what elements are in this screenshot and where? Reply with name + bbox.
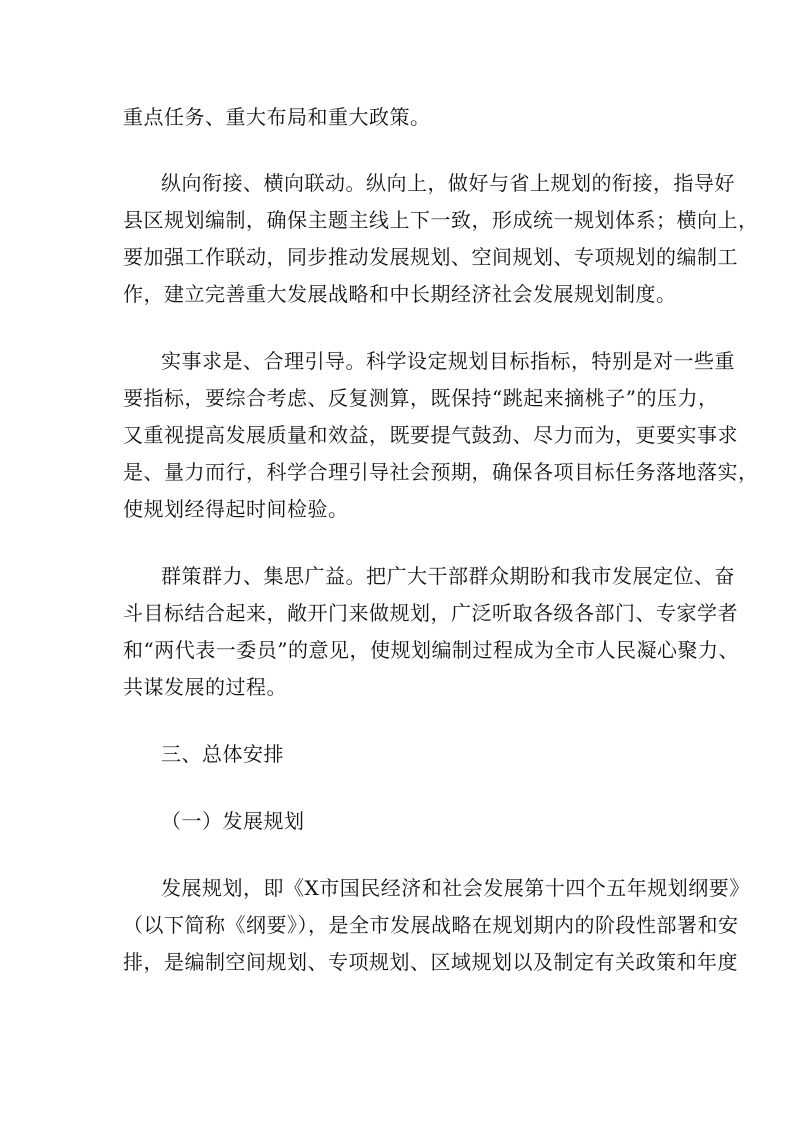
subsection-heading: （一）发展规划 <box>161 809 305 833</box>
paragraph-line: 实事求是、合理引导。科学设定规划目标指标，特别是对一些重 <box>161 349 735 373</box>
paragraph-line: 排，是编制空间规划、专项规划、区域规划以及制定有关政策和年度 <box>123 950 738 974</box>
paragraph-line: 发展规划，即《X市国民经济和社会发展第十四个五年规划纲要》 <box>161 876 750 900</box>
paragraph-line: 使规划经得起时间检验。 <box>123 497 349 521</box>
paragraph-line: 斗目标结合起来，敞开门来做规划，广泛听取各级各部门、专家学者 <box>123 601 738 625</box>
paragraph-line: 作，建立完善重大发展战略和中长期经济社会发展规划制度。 <box>123 282 677 306</box>
paragraph-line: 纵向衔接、横向联动。纵向上，做好与省上规划的衔接，指导好 <box>161 171 735 195</box>
paragraph-line: 是、量力而行，科学合理引导社会预期，确保各项目标任务落地落实， <box>123 460 759 484</box>
paragraph-line: （以下简称《纲要》），是全市发展战略在规划期内的阶段性部署和安 <box>123 913 739 937</box>
paragraph-line: 和“两代表一委员”的意见，使规划编制过程成为全市人民凝心聚力、 <box>123 638 739 662</box>
paragraph-line: 又重视提高发展质量和效益，既要提气鼓劲、尽力而为，更要实事求 <box>123 423 738 447</box>
paragraph-line: 群策群力、集思广益。把广大干部群众期盼和我市发展定位、奋 <box>161 564 735 588</box>
section-heading: 三、总体安排 <box>161 742 284 766</box>
paragraph-line: 要指标，要综合考虑、反复测算，既保持“跳起来摘桃子”的压力， <box>123 386 719 410</box>
paragraph-line: 共谋发展的过程。 <box>123 675 287 699</box>
paragraph-line: 重点任务、重大布局和重大政策。 <box>123 105 431 129</box>
paragraph-line: 要加强工作联动，同步推动发展规划、空间规划、专项规划的编制工 <box>123 245 738 269</box>
paragraph-line: 县区规划编制，确保主题主线上下一致，形成统一规划体系；横向上， <box>123 208 759 232</box>
